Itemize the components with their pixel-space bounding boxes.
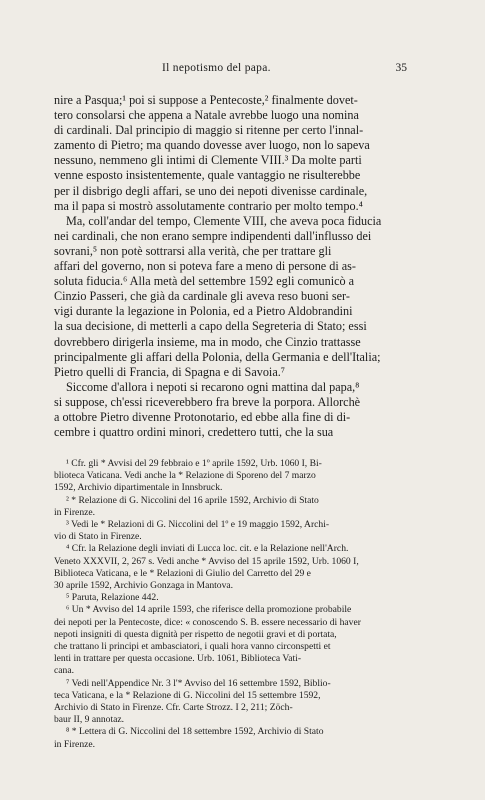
text-line: vigi durante la legazione in Polonia, ed a Pietro Aldobrandini [54,304,353,319]
main-text [54,93,406,440]
footnote-line: 1592, Archivio dipartimentale in Innsbruck. [54,482,223,494]
text-line: soluta fiducia.⁶ Alla metà del settembre 1592 egli comunicò a [54,274,355,289]
footnote-line: cana. [54,665,74,677]
text-line: a ottobre Pietro divenne Protonotario, ed ebbe alla fine di di- [54,409,351,424]
text-line: affari del governo, non si poteva fare a meno di persone di as- [54,259,356,274]
text-line: venne esposto insistentemente, quale vantaggio ne risulterebbe [54,168,361,183]
footnote-line: Archivio di Stato in Firenze. Cfr. Carte Strozz. I 2, 211; Zöch- [54,702,293,714]
running-title: Il nepotismo del papa. [162,62,271,74]
text-line: Cinzio Passeri, che già da cardinale gli aveva reso buoni ser- [54,289,350,304]
footnote-line: Veneto XXXVII, 2, 267 s. Vedi anche * Avviso del 15 aprile 1592, Urb. 1060 I, [54,555,359,567]
footnote-line: ⁶ Un * Avviso del 14 aprile 1593, che riferisce della promozione probabile [66,604,352,616]
text-line: Pietro quelli di Francia, di Spagna e di Savoia.⁷ [54,364,286,379]
text-line: ma il papa si mostrò assolutamente contrario per molto tempo.⁴ [54,198,363,213]
text-line: cembre i quattro ordini minori, credettero tutti, che la sua [54,425,334,440]
text-line: di cardinali. Dal principio di maggio si ritenne per certo l'innal- [54,123,364,138]
text-line: zamento di Pietro; ma quando dovesse aver luogo, non lo sapeva [54,138,370,153]
footnote-line: dei nepoti per la Pentecoste, dice: « conoscendo S. B. essere necessario di haver [54,616,361,628]
footnote-line: 30 aprile 1592, Archivio Gonzaga in Mantova. [54,580,234,592]
footnote [54,543,406,592]
text-line: per il disbrigo degli affari, se uno dei nepoti divenisse cardinale, [54,183,368,198]
footnote-line: ² * Relazione di G. Niccolini del 16 aprile 1592, Archivio di Stato [66,494,319,506]
footnote-line: in Firenze. [54,506,96,518]
text-line: nessuno, nemmeno gli intimi di Clemente VIII.³ Da molte parti [54,153,362,168]
running-header [50,62,405,78]
footnote-line: nepoti insigniti di questa dignità per rispetto de negotii gravi et di portata, [54,628,337,640]
text-line: sovrani,⁵ non potè sottrarsi alla verità, che per trattare gli [54,243,332,258]
footnote-line: che trattano li principi et ambasciatori, i quali hora vanno circonspetti et [54,641,331,653]
footnote [54,495,406,519]
text-line: si suppose, ch'essi riceverebbero fra breve la porpora. Allorchè [54,394,361,409]
footnote [54,678,406,727]
text-line: la sua decisione, di metterli a capo della Segreteria di Stato; essi [54,319,367,334]
footnote-line: lenti in trattare per questa occasione. Urb. 1061, Biblioteca Vati- [54,653,302,665]
text-line: tero consolarsi che appena a Natale avrebbe luogo una nomina [54,108,359,123]
footnote-line: ⁸ * Lettera di G. Niccolini del 18 settembre 1592, Archivio di Stato [66,726,324,738]
text-line: nire a Pasqua;¹ poi si suppose a Pentecoste,² finalmente dovet- [54,93,358,107]
text-line: Siccome d'allora i nepoti si recarono ogni mattina dal papa,⁸ [66,379,360,394]
footnote [54,458,406,495]
footnote-line: ¹ Cfr. gli * Avvisi del 29 febbraio e 1º aprile 1592, Urb. 1060 I, Bi- [66,458,322,469]
footnote [54,592,406,604]
footnote-line: ³ Vedi le * Relazioni di G. Niccolini del 1º e 19 maggio 1592, Archi- [66,519,330,531]
footnote-line: blioteca Vaticana. Vedi anche la * Relazione di Sporeno del 7 marzo [54,470,316,482]
footnote-line: baur II, 9 annotaz. [54,714,125,726]
footnote-line: in Firenze. [54,738,96,750]
text-line: principalmente gli affari della Polonia, della Germania e dell'Italia; [54,349,381,364]
text-line: dovrebbero dirigerla insieme, ma in modo, che Cinzio trattasse [54,334,361,349]
footnote-line: ⁵ Paruta, Relazione 442. [66,592,159,604]
footnote [54,604,406,677]
footnote-line: teca Vaticana, e la * Relazione di G. Niccolini del 15 settembre 1592, [54,689,321,701]
footnote-line: Biblioteca Vaticana, e le * Relazioni di Giulio del Carretto del 29 e [54,567,311,579]
footnotes [54,458,406,751]
footnote [54,519,406,543]
page-number: 35 [395,62,407,74]
text-line: Ma, coll'andar del tempo, Clemente VIII, che aveva poca fiducia [66,213,382,228]
footnote-line: ⁷ Vedi nell'Appendice Nr. 3 l'* Avviso del 16 settembre 1592, Biblio- [66,677,331,689]
footnote [54,726,406,750]
text-line: nei cardinali, che non erano sempre indipendenti dall'influsso dei [54,228,372,243]
footnote-line: vio di Stato in Firenze. [54,531,142,543]
footnote-line: ⁴ Cfr. la Relazione degli inviati di Lucca loc. cit. e la Relazione nell'Arch. [66,543,349,555]
